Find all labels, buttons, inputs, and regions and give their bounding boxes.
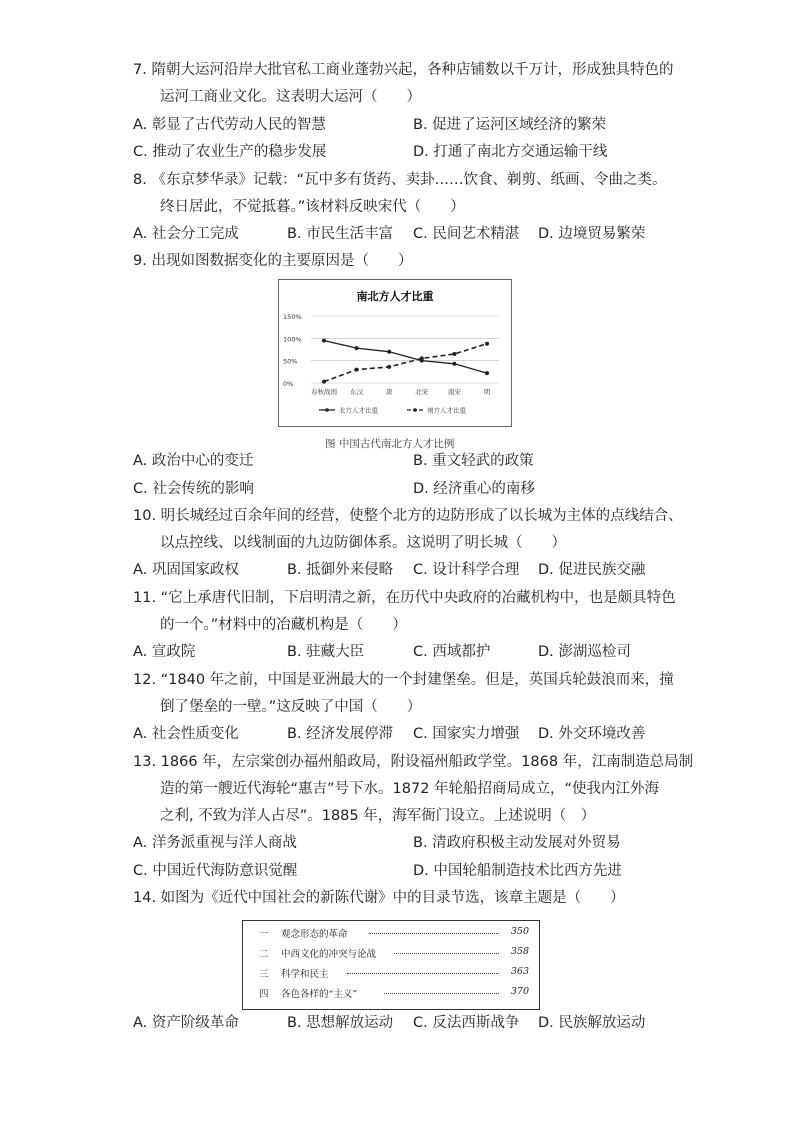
x-tick-label: 北宋 bbox=[415, 388, 429, 396]
q11-option-a[interactable]: A. 宣政院 bbox=[133, 644, 196, 660]
toc-number: 三 bbox=[259, 969, 269, 980]
q8-option-d[interactable]: D. 边境贸易繁荣 bbox=[538, 226, 646, 242]
q8-option-a[interactable]: A. 社会分工完成 bbox=[133, 226, 239, 242]
question-10-line-2: 以点控线、以线制面的九边防御体系。这说明了明长城（ ） bbox=[160, 535, 566, 551]
data-point-north bbox=[387, 350, 391, 354]
data-point-north bbox=[452, 362, 456, 366]
chart-title: 南北方人才比重 bbox=[356, 290, 434, 303]
question-12-line-1: 12. “1840 年之前，中国是亚洲最大的一个封建堡垒。但是，英国兵轮鼓浪而来，撞 bbox=[133, 672, 674, 688]
question-12-line-2: 倒了堡垒的一壁。”这反映了中国（ ） bbox=[160, 699, 422, 715]
q7-option-c[interactable]: C. 推动了农业生产的稳步发展 bbox=[133, 144, 327, 160]
talent-ratio-chart bbox=[278, 279, 512, 427]
toc-leader-dots bbox=[394, 953, 499, 954]
table-of-contents-excerpt bbox=[242, 920, 540, 1010]
q13-option-d[interactable]: D. 中国轮船制造技术比西方先进 bbox=[413, 863, 622, 879]
q10-option-d[interactable]: D. 促进民族交融 bbox=[538, 562, 646, 578]
data-point-north bbox=[485, 371, 489, 375]
toc-row bbox=[259, 986, 529, 1006]
q12-option-d[interactable]: D. 外交环境改善 bbox=[538, 726, 646, 742]
q7-option-d[interactable]: D. 打通了南北方交通运输干线 bbox=[413, 144, 608, 160]
q12-option-a[interactable]: A. 社会性质变化 bbox=[133, 726, 239, 742]
q11-option-d[interactable]: D. 澎湖巡检司 bbox=[538, 644, 631, 660]
x-tick-label: 东汉 bbox=[350, 388, 364, 396]
toc-page: 363 bbox=[510, 966, 529, 977]
toc-title: 科学和民主 bbox=[281, 969, 329, 980]
toc-number: 二 bbox=[259, 949, 269, 960]
q11-option-c[interactable]: C. 西域都护 bbox=[413, 644, 491, 660]
legend-label: 北方人才比重 bbox=[339, 406, 378, 415]
question-7-line-2: 运河工商业文化。这表明大运河（ ） bbox=[160, 89, 421, 105]
toc-row bbox=[259, 966, 529, 986]
toc-title: 各色各样的“主义” bbox=[281, 989, 358, 1000]
data-point-south bbox=[355, 368, 359, 372]
q7-option-a[interactable]: A. 彰显了古代劳动人民的智慧 bbox=[133, 117, 326, 133]
y-tick-label: 50% bbox=[283, 357, 298, 366]
y-tick-label: 0% bbox=[283, 380, 294, 388]
question-9-line-1: 9. 出现如图数据变化的主要原因是（ ） bbox=[133, 253, 413, 269]
toc-number: 一 bbox=[259, 929, 269, 940]
question-13-line-2: 造的第一艘近代海轮“惠吉”号下水。1872 年轮船招商局成立，“使我内江外海 bbox=[160, 781, 660, 797]
question-11-line-1: 11. “它上承唐代旧制，下启明清之新，在历代中央政府的冶藏机构中，也是颇具特色 bbox=[133, 590, 676, 606]
data-point-south bbox=[387, 365, 391, 369]
y-tick-label: 100% bbox=[283, 335, 302, 344]
q10-option-b[interactable]: B. 抵御外来侵略 bbox=[287, 562, 394, 578]
q8-option-c[interactable]: C. 民间艺术精湛 bbox=[413, 226, 520, 242]
q10-option-a[interactable]: A. 巩固国家政权 bbox=[133, 562, 239, 578]
toc-leader-dots bbox=[384, 993, 499, 994]
q9-option-d[interactable]: D. 经济重心的南移 bbox=[413, 481, 535, 497]
q12-option-c[interactable]: C. 国家实力增强 bbox=[413, 726, 520, 742]
question-10-line-1: 10. 明长城经过百余年间的经营，使整个北方的边防形成了以长城为主体的点线结合、 bbox=[133, 508, 683, 524]
data-point-south bbox=[485, 342, 489, 346]
q9-option-c[interactable]: C. 社会传统的影响 bbox=[133, 481, 254, 497]
toc-row bbox=[259, 926, 529, 946]
question-14-line-1: 14. 如图为《近代中国社会的新陈代谢》中的目录节选，该章主题是（ ） bbox=[133, 890, 625, 906]
toc-page: 358 bbox=[510, 946, 529, 957]
series-line-north bbox=[324, 341, 487, 374]
question-7-line-1: 7. 隋朝大运河沿岸大批官私工商业蓬勃兴起，各种店铺数以千万计，形成独具特色的 bbox=[133, 62, 674, 78]
question-8-line-2: 终日居此，不觉抵暮。”该材料反映宋代（ ） bbox=[160, 199, 465, 215]
q10-option-c[interactable]: C. 设计科学合理 bbox=[413, 562, 520, 578]
x-tick-label: 春秋战国 bbox=[311, 388, 337, 396]
toc-leader-dots bbox=[369, 933, 499, 934]
question-8-line-1: 8. 《东京梦华录》记载：“瓦中多有货药、卖卦……饮食、剃剪、纸画、令曲之类。 bbox=[133, 172, 667, 188]
q13-option-b[interactable]: B. 清政府积极主动发展对外贸易 bbox=[413, 835, 621, 851]
legend-marker bbox=[325, 408, 329, 412]
data-point-south bbox=[452, 352, 456, 356]
series-line-south bbox=[324, 344, 487, 382]
q13-option-c[interactable]: C. 中国近代海防意识觉醒 bbox=[133, 863, 298, 879]
toc-page: 350 bbox=[510, 926, 529, 937]
q12-option-b[interactable]: B. 经济发展停滞 bbox=[287, 726, 394, 742]
x-tick-label: 唐 bbox=[385, 388, 393, 396]
y-tick-label: 150% bbox=[283, 313, 302, 321]
q14-option-a[interactable]: A. 资产阶级革命 bbox=[133, 1015, 239, 1031]
q14-option-d[interactable]: D. 民族解放运动 bbox=[538, 1015, 646, 1031]
toc-leader-dots bbox=[347, 973, 499, 974]
q14-option-c[interactable]: C. 反法西斯战争 bbox=[413, 1015, 520, 1031]
x-tick-label: 南宋 bbox=[447, 388, 461, 396]
q13-option-a[interactable]: A. 洋务派重视与洋人商战 bbox=[133, 835, 297, 851]
toc-page: 370 bbox=[510, 986, 529, 997]
q9-option-b[interactable]: B. 重文轻武的政策 bbox=[413, 453, 534, 469]
toc-title: 观念形态的革命 bbox=[281, 929, 348, 940]
q8-option-b[interactable]: B. 市民生活丰富 bbox=[287, 226, 394, 242]
legend-marker bbox=[413, 408, 417, 412]
data-point-south bbox=[420, 356, 424, 360]
toc-number: 四 bbox=[259, 989, 269, 1000]
chart-caption: 图 中国古代南北方人才比例 bbox=[325, 438, 455, 450]
question-11-line-2: 的一个。”材料中的冶藏机构是（ ） bbox=[160, 617, 407, 633]
question-13-line-1: 13. 1866 年，左宗棠创办福州船政局，附设福州船政学堂。1868 年，江南制造总局制 bbox=[133, 754, 694, 770]
data-point-north bbox=[355, 346, 359, 350]
question-13-line-3: 之利, 不致为洋人占尽”。1885 年，海军衙门设立。上述说明（ ） bbox=[160, 808, 596, 824]
x-tick-label: 明 bbox=[483, 388, 491, 396]
q14-option-b[interactable]: B. 思想解放运动 bbox=[287, 1015, 394, 1031]
toc-title: 中西文化的冲突与论战 bbox=[281, 949, 377, 960]
data-point-south bbox=[322, 380, 326, 384]
toc-row bbox=[259, 946, 529, 966]
q7-option-b[interactable]: B. 促进了运河区域经济的繁荣 bbox=[413, 117, 607, 133]
q11-option-b[interactable]: B. 驻藏大臣 bbox=[287, 644, 365, 660]
q9-option-a[interactable]: A. 政治中心的变迁 bbox=[133, 453, 254, 469]
data-point-north bbox=[322, 339, 326, 343]
chart-svg bbox=[279, 280, 511, 426]
legend-label: 南方人才比重 bbox=[427, 406, 466, 415]
